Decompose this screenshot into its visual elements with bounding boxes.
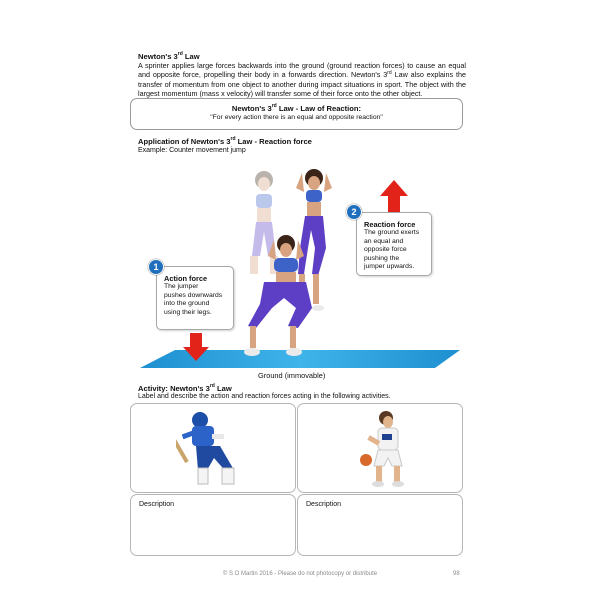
description-panel-right[interactable] (297, 494, 463, 556)
application-example: Example: Counter movement jump (138, 147, 246, 154)
jumper-illustration (212, 168, 362, 360)
cricketer-illustration (176, 410, 248, 488)
action-force-line: pushes downwards (164, 291, 223, 299)
application-heading: Application of Newton's 3rd Law - Reaction force (138, 136, 312, 146)
reaction-number-badge: 2 (346, 204, 362, 220)
action-force-callout (156, 266, 234, 330)
reaction-arrow-up-icon (380, 180, 408, 216)
action-number-badge: 1 (148, 259, 164, 275)
description-panel-left[interactable] (130, 494, 296, 556)
action-arrow-down-icon (183, 333, 209, 361)
action-force-title: Action force (164, 274, 208, 283)
footer-copyright: © S O Martin 2016 - Please do not photocopy or distribute (222, 571, 378, 577)
reaction-force-line: jumper upwards. (364, 263, 415, 271)
reaction-force-callout (356, 212, 432, 276)
reaction-force-title: Reaction force (364, 220, 416, 229)
action-force-line: into the ground (164, 300, 210, 308)
action-force-line: using their legs. (164, 308, 212, 316)
action-force-line: The jumper (164, 283, 199, 290)
reaction-force-line: an equal and (364, 237, 404, 245)
law-quote: "For every action there is an equal and opposite reaction" (210, 114, 383, 121)
law-of-reaction-box (130, 98, 463, 130)
intro-heading: Newton's 3rd Law (138, 51, 200, 61)
description-label: Description (306, 501, 342, 508)
intro-paragraph: A sprinter applies large forces backwards into the ground (ground reaction forces) to cause an equal and opposite force, propelling their body in a forwards direction. Newton's 3rd Law also explains the transfer of momentum from one object to another during impact situations in sport. The object with the largest momentum (mass x velocity) will transfer some of their force onto the other object. (138, 61, 466, 99)
description-label: Description (139, 501, 175, 508)
activity-instruction: Label and describe the action and reaction forces acting in the following activities. (138, 393, 391, 400)
law-title: Newton's 3rd Law - Law of Reaction: (231, 103, 362, 113)
reaction-force-line: opposite force (364, 246, 407, 254)
page-number: 98 (453, 571, 460, 577)
activity-heading: Activity: Newton's 3rd Law (138, 383, 232, 393)
reaction-force-line: The ground exerts (364, 229, 420, 236)
ground-label: Ground (immovable) (258, 371, 326, 380)
basketball-player-illustration (356, 408, 418, 490)
reaction-force-line: pushing the (364, 254, 400, 262)
